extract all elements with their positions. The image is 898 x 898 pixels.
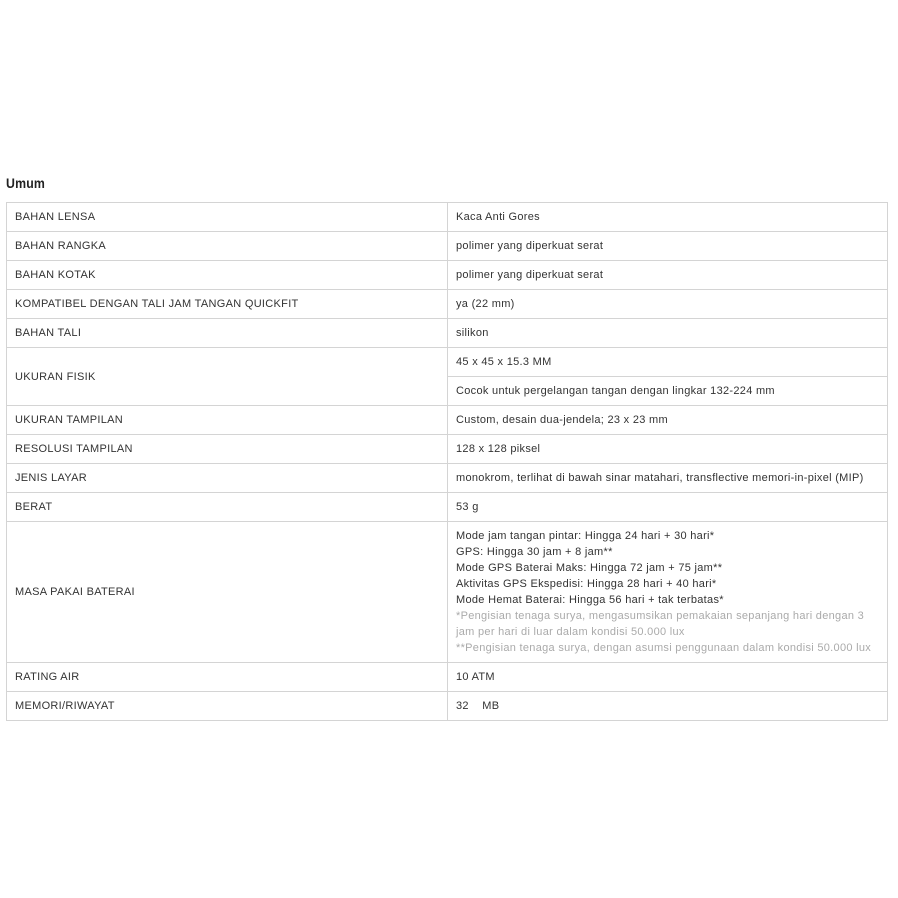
spec-value: 10 ATM xyxy=(448,663,888,692)
spec-value: Custom, desain dua-jendela; 23 x 23 mm xyxy=(448,406,888,435)
spec-label: UKURAN FISIK xyxy=(7,348,448,406)
spec-value: 32 MB xyxy=(448,692,888,721)
spec-value: Kaca Anti Gores xyxy=(448,203,888,232)
spec-row-strap-material xyxy=(7,319,888,348)
spec-row-water-rating xyxy=(7,663,888,692)
spec-value: 45 x 45 x 15.3 MM xyxy=(448,348,888,377)
spec-label: RESOLUSI TAMPILAN xyxy=(7,435,448,464)
spec-row-display-type xyxy=(7,464,888,493)
spec-label: BERAT xyxy=(7,493,448,522)
spec-row-battery-life xyxy=(7,522,888,663)
spec-label: MASA PAKAI BATERAI xyxy=(7,522,448,663)
spec-row-lens-material xyxy=(7,203,888,232)
spec-value: 53 g xyxy=(448,493,888,522)
spec-row-physical-size xyxy=(7,348,888,377)
battery-line: Aktivitas GPS Ekspedisi: Hingga 28 hari + 40 hari* xyxy=(456,578,717,590)
spec-label: RATING AIR xyxy=(7,663,448,692)
battery-footnote: *Pengisian tenaga surya, mengasumsikan pemakaian sepanjang hari dengan 3 jam per hari di luar dalam kondisi 50.000 lux xyxy=(456,610,865,638)
section-title: Umum xyxy=(6,175,46,191)
spec-row-bezel-material xyxy=(7,232,888,261)
battery-line: GPS: Hingga 30 jam + 8 jam** xyxy=(456,546,613,558)
spec-value: silikon xyxy=(448,319,888,348)
spec-value-battery xyxy=(448,522,888,663)
spec-row-weight xyxy=(7,493,888,522)
battery-line: Mode Hemat Baterai: Hingga 56 hari + tak terbatas* xyxy=(456,594,724,606)
battery-footnote: **Pengisian tenaga surya, dengan asumsi penggunaan dalam kondisi 50.000 lux xyxy=(456,642,872,654)
spec-value: 128 x 128 piksel xyxy=(448,435,888,464)
spec-label: BAHAN RANGKA xyxy=(7,232,448,261)
spec-value: polimer yang diperkuat serat xyxy=(448,261,888,290)
spec-value: polimer yang diperkuat serat xyxy=(448,232,888,261)
spec-label: KOMPATIBEL DENGAN TALI JAM TANGAN QUICKFIT xyxy=(7,290,448,319)
battery-line: Mode jam tangan pintar: Hingga 24 hari + 30 hari* xyxy=(456,530,715,542)
specs-table xyxy=(6,202,888,721)
spec-row-case-material xyxy=(7,261,888,290)
spec-row-display-size xyxy=(7,406,888,435)
spec-label: JENIS LAYAR xyxy=(7,464,448,493)
spec-label: MEMORI/RIWAYAT xyxy=(7,692,448,721)
battery-line: Mode GPS Baterai Maks: Hingga 72 jam + 75 jam** xyxy=(456,562,723,574)
spec-label: BAHAN TALI xyxy=(7,319,448,348)
spec-value: ya (22 mm) xyxy=(448,290,888,319)
spec-row-display-resolution xyxy=(7,435,888,464)
spec-value: monokrom, terlihat di bawah sinar matahari, transflective memori-in-pixel (MIP) xyxy=(448,464,888,493)
spec-label: BAHAN KOTAK xyxy=(7,261,448,290)
spec-row-quickfit xyxy=(7,290,888,319)
spec-value: Cocok untuk pergelangan tangan dengan lingkar 132-224 mm xyxy=(448,377,888,406)
spec-label: BAHAN LENSA xyxy=(7,203,448,232)
spec-row-memory xyxy=(7,692,888,721)
spec-label: UKURAN TAMPILAN xyxy=(7,406,448,435)
